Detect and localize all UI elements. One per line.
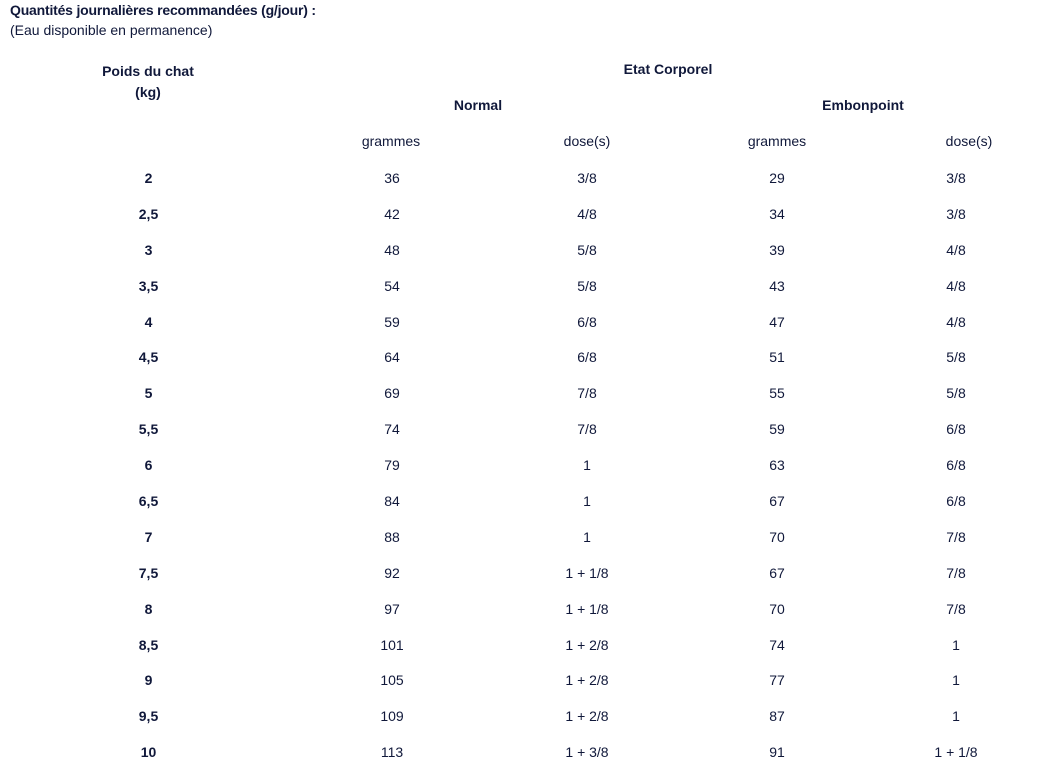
table-row <box>0 411 1045 447</box>
normal-doses-cell: 6/8 <box>577 349 597 366</box>
overweight-doses-cell: 1 <box>952 708 960 725</box>
overweight-grams-cell: 67 <box>769 564 785 581</box>
normal-grams-cell: 101 <box>380 636 404 653</box>
normal-grams-cell: 92 <box>384 564 400 581</box>
overweight-grams-cell: 39 <box>769 241 785 258</box>
body-state-header: Etat Corporel <box>623 61 713 77</box>
table-row <box>0 627 1045 663</box>
normal-grams-cell: 88 <box>384 528 400 545</box>
normal-grams-cell: 113 <box>380 744 404 761</box>
normal-doses-cell: 3/8 <box>577 169 597 186</box>
overweight-doses-cell: 3/8 <box>946 169 966 186</box>
weight-cell: 4,5 <box>138 349 159 366</box>
overweight-header: Embonpoint <box>822 97 904 113</box>
normal-doses-cell: 1 + 2/8 <box>565 672 609 689</box>
normal-doses-cell: 5/8 <box>577 277 597 294</box>
weight-cell: 10 <box>140 744 157 761</box>
weight-cell: 8,5 <box>138 636 159 653</box>
normal-doses-cell: 1 + 1/8 <box>565 600 609 617</box>
overweight-doses-cell: 7/8 <box>946 600 966 617</box>
weight-cell: 8 <box>144 600 153 617</box>
normal-grams-cell: 109 <box>380 708 404 725</box>
overweight-grams-cell: 67 <box>769 492 785 509</box>
feeding-table-body <box>0 160 1045 770</box>
overweight-grams-cell: 29 <box>769 169 785 186</box>
normal-doses-cell: 1 + 1/8 <box>565 564 609 581</box>
table-row <box>0 375 1045 411</box>
overweight-grams-cell: 63 <box>769 457 785 474</box>
table-row <box>0 591 1045 627</box>
normal-grams-cell: 79 <box>384 457 400 474</box>
normal-doses-header: dose(s) <box>563 133 611 149</box>
overweight-doses-cell: 1 + 1/8 <box>934 744 978 761</box>
normal-grams-cell: 36 <box>384 169 400 186</box>
weight-cell: 5 <box>144 385 153 402</box>
weight-cell: 3,5 <box>138 277 159 294</box>
weight-cell: 6 <box>144 457 153 474</box>
overweight-grams-cell: 43 <box>769 277 785 294</box>
normal-doses-cell: 4/8 <box>577 205 597 222</box>
table-row <box>0 232 1045 268</box>
overweight-doses-cell: 5/8 <box>946 385 966 402</box>
table-row <box>0 483 1045 519</box>
overweight-grams-cell: 91 <box>769 744 785 761</box>
weight-cell: 2 <box>144 169 153 186</box>
normal-doses-cell: 1 + 2/8 <box>565 636 609 653</box>
normal-header: Normal <box>453 97 503 113</box>
weight-cell: 7,5 <box>138 564 159 581</box>
normal-grams-cell: 64 <box>384 349 400 366</box>
weight-cell: 3 <box>144 241 153 258</box>
normal-doses-cell: 1 <box>583 492 591 509</box>
normal-grams-header: grammes <box>361 133 421 149</box>
overweight-doses-cell: 7/8 <box>946 564 966 581</box>
weight-header <box>88 61 208 103</box>
normal-grams-cell: 54 <box>384 277 400 294</box>
overweight-grams-cell: 55 <box>769 385 785 402</box>
normal-doses-cell: 1 + 3/8 <box>565 744 609 761</box>
normal-grams-cell: 59 <box>384 313 400 330</box>
normal-doses-cell: 5/8 <box>577 241 597 258</box>
table-row <box>0 734 1045 770</box>
overweight-grams-cell: 47 <box>769 313 785 330</box>
overweight-grams-cell: 51 <box>769 349 785 366</box>
overweight-doses-cell: 3/8 <box>946 205 966 222</box>
page-title: Quantités journalières recommandées (g/jour) : <box>10 2 316 18</box>
table-row <box>0 339 1045 375</box>
normal-doses-cell: 7/8 <box>577 385 597 402</box>
overweight-doses-cell: 4/8 <box>946 313 966 330</box>
table-row <box>0 447 1045 483</box>
table-row <box>0 160 1045 196</box>
normal-doses-cell: 6/8 <box>577 313 597 330</box>
overweight-doses-cell: 4/8 <box>946 277 966 294</box>
table-row <box>0 555 1045 591</box>
table-row <box>0 196 1045 232</box>
table-row <box>0 268 1045 304</box>
normal-grams-cell: 48 <box>384 241 400 258</box>
overweight-doses-cell: 6/8 <box>946 421 966 438</box>
page-subtitle: (Eau disponible en permanence) <box>10 22 213 38</box>
normal-grams-cell: 105 <box>380 672 404 689</box>
normal-doses-cell: 1 <box>583 528 591 545</box>
normal-grams-cell: 84 <box>384 492 400 509</box>
weight-cell: 9 <box>144 672 153 689</box>
overweight-grams-header: grammes <box>747 133 807 149</box>
table-row <box>0 304 1045 340</box>
weight-cell: 2,5 <box>138 205 159 222</box>
overweight-grams-cell: 70 <box>769 600 785 617</box>
overweight-doses-cell: 1 <box>952 672 960 689</box>
weight-header-unit: (kg) <box>135 84 161 100</box>
normal-doses-cell: 1 + 2/8 <box>565 708 609 725</box>
normal-grams-cell: 97 <box>384 600 400 617</box>
overweight-grams-cell: 87 <box>769 708 785 725</box>
table-row <box>0 698 1045 734</box>
weight-cell: 9,5 <box>138 708 159 725</box>
overweight-doses-header: dose(s) <box>945 133 993 149</box>
normal-doses-cell: 7/8 <box>577 421 597 438</box>
overweight-doses-cell: 1 <box>952 636 960 653</box>
normal-grams-cell: 69 <box>384 385 400 402</box>
table-row <box>0 519 1045 555</box>
weight-cell: 7 <box>144 528 153 545</box>
overweight-doses-cell: 6/8 <box>946 457 966 474</box>
overweight-doses-cell: 5/8 <box>946 349 966 366</box>
overweight-grams-cell: 74 <box>769 636 785 653</box>
weight-cell: 6,5 <box>138 492 159 509</box>
overweight-grams-cell: 77 <box>769 672 785 689</box>
overweight-grams-cell: 70 <box>769 528 785 545</box>
overweight-doses-cell: 6/8 <box>946 492 966 509</box>
overweight-grams-cell: 34 <box>769 205 785 222</box>
normal-grams-cell: 74 <box>384 421 400 438</box>
weight-cell: 4 <box>144 313 153 330</box>
feeding-table <box>0 160 1045 770</box>
normal-grams-cell: 42 <box>384 205 400 222</box>
weight-header-label: Poids du chat <box>102 63 194 79</box>
weight-cell: 5,5 <box>138 421 159 438</box>
table-row <box>0 662 1045 698</box>
overweight-doses-cell: 7/8 <box>946 528 966 545</box>
normal-doses-cell: 1 <box>583 457 591 474</box>
overweight-grams-cell: 59 <box>769 421 785 438</box>
overweight-doses-cell: 4/8 <box>946 241 966 258</box>
